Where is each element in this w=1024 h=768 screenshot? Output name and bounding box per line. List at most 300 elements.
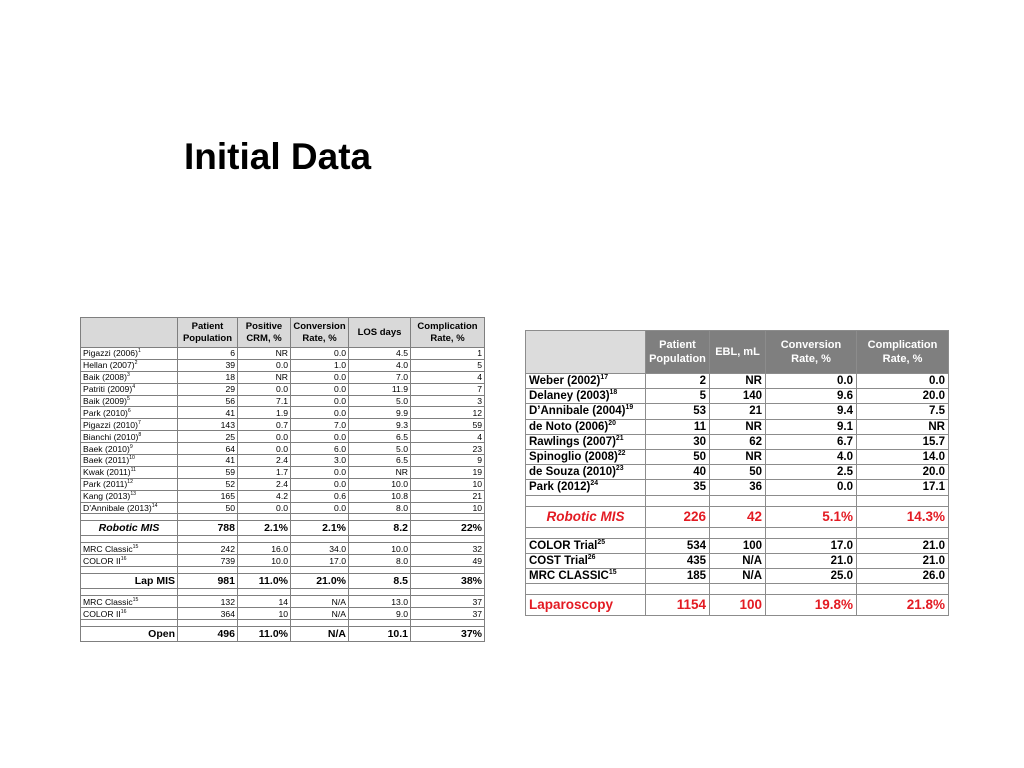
spacer-cell <box>178 536 238 543</box>
value-cell: 0.0 <box>291 348 349 360</box>
study-name-cell <box>81 419 178 431</box>
reference-number: 26 <box>587 553 596 561</box>
spacer-cell <box>710 584 766 595</box>
value-cell: 4 <box>411 431 485 443</box>
study-name: Bianchi (2010) <box>83 431 139 442</box>
value-cell: 0.7 <box>238 419 291 431</box>
value-cell: 0.0 <box>857 374 949 389</box>
value-cell: 21.0 <box>857 553 949 568</box>
value-cell: 13.0 <box>349 596 411 608</box>
left-header-complication-rate: Complication Rate, % <box>411 318 485 348</box>
value-cell: 10 <box>238 608 291 620</box>
value-cell: 9.0 <box>349 608 411 620</box>
spacer-cell <box>178 589 238 596</box>
value-cell: 242 <box>178 543 238 555</box>
value-cell: 534 <box>646 538 710 553</box>
value-cell: 53 <box>646 404 710 419</box>
left-header-conversion-rate: Conversion Rate, % <box>291 318 349 348</box>
value-cell: 1.9 <box>238 407 291 419</box>
study-name-cell <box>81 371 178 383</box>
spacer-cell <box>238 514 291 521</box>
study-name: Rawlings (2007) <box>529 435 616 448</box>
spacer-row <box>81 620 485 627</box>
summary-row <box>526 506 949 527</box>
reference-number: 21 <box>615 435 624 443</box>
value-cell: 7.0 <box>291 419 349 431</box>
value-cell: 0.0 <box>291 466 349 478</box>
spacer-cell <box>178 620 238 627</box>
summary-value-cell: 11.0% <box>238 574 291 589</box>
study-row <box>81 359 485 371</box>
summary-row <box>526 595 949 616</box>
reference-number: 25 <box>597 538 606 546</box>
reference-number: 13 <box>130 491 137 498</box>
study-name-cell <box>81 596 178 608</box>
value-cell: 6 <box>178 348 238 360</box>
value-cell: N/A <box>291 596 349 608</box>
study-name-cell <box>81 466 178 478</box>
reference-number: 5 <box>126 396 130 403</box>
study-name-cell <box>81 455 178 467</box>
summary-value-cell: 21.0% <box>291 574 349 589</box>
value-cell: 59 <box>178 466 238 478</box>
right-header-ebl: EBL, mL <box>710 331 766 374</box>
value-cell: 4.0 <box>349 359 411 371</box>
value-cell: 5.0 <box>349 395 411 407</box>
value-cell: 0.0 <box>291 478 349 490</box>
summary-value-cell: 21.8% <box>857 595 949 616</box>
spacer-cell <box>646 527 710 538</box>
spacer-cell <box>81 620 178 627</box>
study-row <box>81 407 485 419</box>
spacer-row <box>526 527 949 538</box>
value-cell: 14.0 <box>857 449 949 464</box>
value-cell: 0.0 <box>238 431 291 443</box>
summary-value-cell: 22% <box>411 521 485 536</box>
study-name-cell <box>526 568 646 583</box>
study-name: MRC Classic <box>83 596 133 607</box>
value-cell: N/A <box>710 553 766 568</box>
spacer-cell <box>291 620 349 627</box>
summary-label: Robotic MIS <box>81 521 178 536</box>
value-cell: 0.6 <box>291 490 349 502</box>
reference-number: 23 <box>615 465 624 473</box>
value-cell: 14 <box>238 596 291 608</box>
value-cell: 64 <box>178 443 238 455</box>
value-cell: 9 <box>411 455 485 467</box>
study-name-cell <box>526 374 646 389</box>
value-cell: 36 <box>710 480 766 495</box>
study-name: Park (2010) <box>83 407 128 418</box>
value-cell: 50 <box>646 449 710 464</box>
spacer-cell <box>411 514 485 521</box>
study-row <box>81 431 485 443</box>
study-name: Park (2011) <box>83 479 128 490</box>
value-cell: 364 <box>178 608 238 620</box>
spacer-cell <box>526 527 646 538</box>
study-name: COST Trial <box>529 554 588 567</box>
summary-value-cell: 14.3% <box>857 506 949 527</box>
value-cell: 739 <box>178 555 238 567</box>
value-cell: 1 <box>411 348 485 360</box>
reference-number: 4 <box>132 384 136 391</box>
spacer-cell <box>766 495 857 506</box>
study-name: Baik (2008) <box>83 372 127 383</box>
study-row <box>526 465 949 480</box>
right-table-header-row <box>526 331 949 374</box>
spacer-cell <box>349 620 411 627</box>
value-cell: 4.0 <box>766 449 857 464</box>
value-cell: 3 <box>411 395 485 407</box>
study-row <box>81 455 485 467</box>
value-cell: 185 <box>646 568 710 583</box>
study-row <box>81 348 485 360</box>
spacer-cell <box>526 584 646 595</box>
value-cell: 11.9 <box>349 383 411 395</box>
study-name-cell <box>81 543 178 555</box>
reference-number: 17 <box>600 374 609 382</box>
left-header-study <box>81 318 178 348</box>
study-name-cell <box>81 443 178 455</box>
spacer-cell <box>411 589 485 596</box>
study-name-cell <box>81 383 178 395</box>
spacer-cell <box>411 567 485 574</box>
study-name: Hellan (2007) <box>83 360 135 371</box>
value-cell: 12 <box>411 407 485 419</box>
reference-number: 15 <box>608 569 617 577</box>
value-cell: 6.5 <box>349 431 411 443</box>
right-header-complication-rate: Complication Rate, % <box>857 331 949 374</box>
value-cell: 20.0 <box>857 465 949 480</box>
value-cell: NR <box>710 374 766 389</box>
left-header-los-days: LOS days <box>349 318 411 348</box>
value-cell: 62 <box>710 434 766 449</box>
summary-label: Laparoscopy <box>526 595 646 616</box>
value-cell: 0.0 <box>291 371 349 383</box>
spacer-cell <box>857 495 949 506</box>
study-name-cell <box>526 434 646 449</box>
value-cell: 4 <box>411 371 485 383</box>
value-cell: 23 <box>411 443 485 455</box>
value-cell: 0.0 <box>238 383 291 395</box>
value-cell: 35 <box>646 480 710 495</box>
spacer-cell <box>857 584 949 595</box>
reference-number: 20 <box>608 419 616 427</box>
value-cell: 40 <box>646 465 710 480</box>
spacer-row <box>81 567 485 574</box>
reference-number: 14 <box>151 503 158 510</box>
spacer-cell <box>178 567 238 574</box>
value-cell: 7.0 <box>349 371 411 383</box>
reference-number: 7 <box>137 419 141 426</box>
value-cell: 29 <box>178 383 238 395</box>
value-cell: 0.0 <box>291 431 349 443</box>
right-header-patient-population: Patient Population <box>646 331 710 374</box>
value-cell: 41 <box>178 407 238 419</box>
study-row <box>81 490 485 502</box>
reference-number: 19 <box>625 404 634 412</box>
study-row <box>526 449 949 464</box>
value-cell: 7.5 <box>857 404 949 419</box>
value-cell: 0.0 <box>291 502 349 514</box>
study-row <box>81 596 485 608</box>
summary-value-cell: 100 <box>710 595 766 616</box>
value-cell: 59 <box>411 419 485 431</box>
value-cell: 52 <box>178 478 238 490</box>
summary-value-cell: 37% <box>411 627 485 642</box>
spacer-cell <box>710 527 766 538</box>
value-cell: 1.7 <box>238 466 291 478</box>
summary-value-cell: 1154 <box>646 595 710 616</box>
value-cell: 25.0 <box>766 568 857 583</box>
value-cell: 18 <box>178 371 238 383</box>
value-cell: 10 <box>411 502 485 514</box>
value-cell: 32 <box>411 543 485 555</box>
value-cell: 21.0 <box>857 538 949 553</box>
spacer-cell <box>646 495 710 506</box>
value-cell: N/A <box>291 608 349 620</box>
value-cell: 10.0 <box>238 555 291 567</box>
study-name: Baik (2009) <box>83 396 127 406</box>
spacer-cell <box>766 527 857 538</box>
value-cell: 0.0 <box>291 383 349 395</box>
study-name: Park (2012) <box>529 481 591 494</box>
value-cell: 7.1 <box>238 395 291 407</box>
value-cell: NR <box>857 419 949 434</box>
study-name-cell <box>81 348 178 360</box>
value-cell: 17.0 <box>291 555 349 567</box>
spacer-cell <box>411 620 485 627</box>
study-name-cell <box>81 359 178 371</box>
value-cell: 21.0 <box>766 553 857 568</box>
value-cell: 0.0 <box>766 480 857 495</box>
value-cell: 143 <box>178 419 238 431</box>
spacer-row <box>81 514 485 521</box>
slide-title: Initial Data <box>184 136 372 177</box>
value-cell: 39 <box>178 359 238 371</box>
summary-value-cell: 5.1% <box>766 506 857 527</box>
summary-value-cell: 11.0% <box>238 627 291 642</box>
study-name: MRC CLASSIC <box>529 569 609 582</box>
value-cell: 17.1 <box>857 480 949 495</box>
study-row <box>81 395 485 407</box>
value-cell: 2.4 <box>238 455 291 467</box>
value-cell: 9.4 <box>766 404 857 419</box>
left-header-positive-crm: Positive CRM, % <box>238 318 291 348</box>
reference-number: 11 <box>130 467 136 474</box>
summary-value-cell: N/A <box>291 627 349 642</box>
reference-number: 16 <box>120 608 127 615</box>
value-cell: 4.2 <box>238 490 291 502</box>
value-cell: 10.8 <box>349 490 411 502</box>
study-name: COLOR II <box>83 608 121 619</box>
study-name-cell <box>526 389 646 404</box>
study-row <box>526 434 949 449</box>
value-cell: 49 <box>411 555 485 567</box>
spacer-cell <box>766 584 857 595</box>
value-cell: 2 <box>646 374 710 389</box>
value-cell: 0.0 <box>291 407 349 419</box>
study-row <box>526 568 949 583</box>
summary-value-cell: 496 <box>178 627 238 642</box>
study-name-cell <box>81 502 178 514</box>
study-name-cell <box>526 465 646 480</box>
study-row <box>526 404 949 419</box>
value-cell: NR <box>238 371 291 383</box>
spacer-cell <box>710 495 766 506</box>
spacer-cell <box>291 589 349 596</box>
summary-value-cell: 42 <box>710 506 766 527</box>
reference-number: 10 <box>129 455 135 462</box>
value-cell: 2.5 <box>766 465 857 480</box>
value-cell: 9.3 <box>349 419 411 431</box>
value-cell: 20.0 <box>857 389 949 404</box>
spacer-cell <box>81 514 178 521</box>
study-name-cell <box>526 404 646 419</box>
value-cell: 10 <box>411 478 485 490</box>
spacer-cell <box>238 567 291 574</box>
study-row <box>81 608 485 620</box>
study-name-cell <box>81 490 178 502</box>
value-cell: 0.0 <box>238 502 291 514</box>
study-row <box>81 502 485 514</box>
study-name: Weber (2002) <box>529 375 601 388</box>
study-name-cell <box>526 419 646 434</box>
study-row <box>526 553 949 568</box>
value-cell: N/A <box>710 568 766 583</box>
spacer-cell <box>291 567 349 574</box>
study-name: COLOR II <box>83 555 121 566</box>
spacer-cell <box>857 527 949 538</box>
study-name: COLOR Trial <box>529 539 598 552</box>
study-name: Kang (2013) <box>83 491 131 502</box>
value-cell: 15.7 <box>857 434 949 449</box>
study-name-cell <box>81 431 178 443</box>
study-name: Delaney (2003) <box>529 390 610 403</box>
value-cell: 0.0 <box>238 443 291 455</box>
value-cell: 50 <box>178 502 238 514</box>
spacer-cell <box>349 567 411 574</box>
study-row <box>81 466 485 478</box>
value-cell: NR <box>238 348 291 360</box>
study-name: MRC Classic <box>83 543 133 554</box>
spacer-row <box>526 584 949 595</box>
value-cell: 50 <box>710 465 766 480</box>
value-cell: NR <box>710 449 766 464</box>
summary-value-cell: 38% <box>411 574 485 589</box>
reference-number: 12 <box>127 479 134 486</box>
summary-value-cell: 788 <box>178 521 238 536</box>
value-cell: 435 <box>646 553 710 568</box>
value-cell: 2.4 <box>238 478 291 490</box>
reference-number: 8 <box>138 431 142 438</box>
study-name: D’Annibale (2013) <box>83 503 152 514</box>
reference-number: 24 <box>590 480 599 488</box>
value-cell: 21 <box>411 490 485 502</box>
robotic-vs-laparoscopy-table <box>525 330 949 616</box>
study-name: Patriti (2009) <box>83 384 133 395</box>
value-cell: 37 <box>411 596 485 608</box>
spacer-cell <box>349 589 411 596</box>
summary-value-cell: 981 <box>178 574 238 589</box>
spacer-cell <box>178 514 238 521</box>
value-cell: 132 <box>178 596 238 608</box>
spacer-row <box>526 495 949 506</box>
summary-label: Lap MIS <box>81 574 178 589</box>
spacer-cell <box>526 495 646 506</box>
study-row <box>81 383 485 395</box>
right-header-conversion-rate: Conversion Rate, % <box>766 331 857 374</box>
spacer-cell <box>238 536 291 543</box>
summary-value-cell: 19.8% <box>766 595 857 616</box>
spacer-cell <box>349 536 411 543</box>
value-cell: 165 <box>178 490 238 502</box>
study-name: Pigazzi (2010) <box>83 419 138 430</box>
study-name: Baek (2010) <box>83 443 130 454</box>
study-row <box>81 419 485 431</box>
value-cell: NR <box>349 466 411 478</box>
spacer-cell <box>238 589 291 596</box>
study-row <box>526 389 949 404</box>
value-cell: 5 <box>646 389 710 404</box>
summary-label: Open <box>81 627 178 642</box>
value-cell: 0.0 <box>766 374 857 389</box>
study-row <box>526 374 949 389</box>
reference-number: 1 <box>137 348 141 355</box>
spacer-cell <box>411 536 485 543</box>
reference-number: 6 <box>127 408 131 415</box>
robotic-vs-lap-vs-open-table <box>80 317 485 642</box>
value-cell: 1.0 <box>291 359 349 371</box>
value-cell: 25 <box>178 431 238 443</box>
reference-number: 15 <box>132 596 139 603</box>
value-cell: 10.0 <box>349 543 411 555</box>
spacer-cell <box>291 536 349 543</box>
value-cell: 5 <box>411 359 485 371</box>
value-cell: 6.0 <box>291 443 349 455</box>
study-name-cell <box>81 407 178 419</box>
study-name-cell <box>81 555 178 567</box>
study-name-cell <box>81 395 178 407</box>
study-row <box>81 371 485 383</box>
summary-value-cell: 8.5 <box>349 574 411 589</box>
spacer-cell <box>81 567 178 574</box>
value-cell: 7 <box>411 383 485 395</box>
left-header-patient-population: Patient Population <box>178 318 238 348</box>
value-cell: 9.6 <box>766 389 857 404</box>
spacer-row <box>81 536 485 543</box>
value-cell: 3.0 <box>291 455 349 467</box>
value-cell: 9.1 <box>766 419 857 434</box>
value-cell: 17.0 <box>766 538 857 553</box>
study-row <box>81 443 485 455</box>
study-name: de Noto (2006) <box>529 420 609 433</box>
summary-value-cell: 2.1% <box>291 521 349 536</box>
value-cell: 16.0 <box>238 543 291 555</box>
value-cell: 26.0 <box>857 568 949 583</box>
reference-number: 3 <box>126 372 130 379</box>
value-cell: NR <box>710 419 766 434</box>
study-row <box>526 538 949 553</box>
summary-value-cell: 10.1 <box>349 627 411 642</box>
study-row <box>526 480 949 495</box>
summary-row <box>81 574 485 589</box>
study-name: Baek (2011) <box>83 455 130 466</box>
reference-number: 15 <box>132 544 139 551</box>
study-name-cell <box>526 449 646 464</box>
reference-number: 16 <box>120 555 127 562</box>
study-row <box>81 543 485 555</box>
